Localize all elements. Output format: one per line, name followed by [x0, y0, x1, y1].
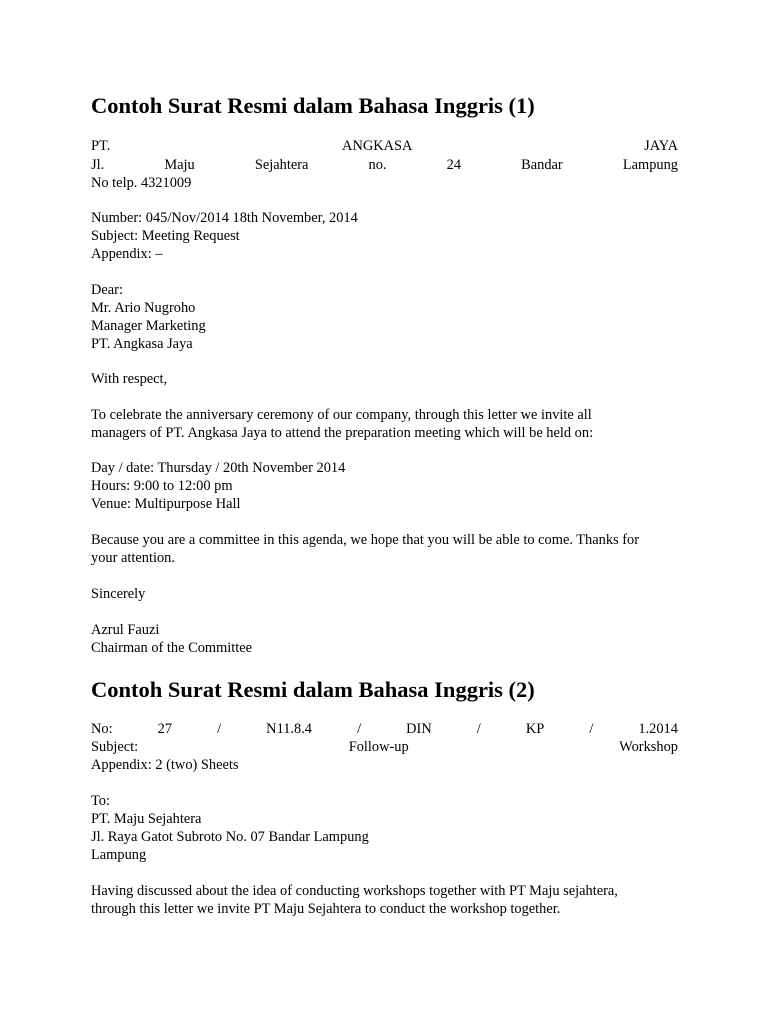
letter2-recipient-company: PT. Maju Sejahtera — [91, 811, 202, 827]
number-part: 27 — [157, 721, 173, 737]
letter1-recipient-company: PT. Angkasa Jaya — [91, 336, 193, 352]
address-word: Jl. — [91, 157, 105, 173]
number-part: / — [589, 721, 594, 737]
number-part: DIN — [406, 721, 432, 737]
company-word: ANGKASA — [342, 138, 413, 154]
address-word: Lampung — [622, 157, 678, 173]
subject-word: Follow-up — [348, 739, 409, 755]
letter1-recipient-name: Mr. Ario Nugroho — [91, 300, 196, 316]
letter1-recipient-title: Manager Marketing — [91, 318, 206, 334]
letter1-body1-line1: To celebrate the anniversary ceremony of our company, through this letter we invite all — [91, 407, 592, 423]
address-word: Sejahtera — [254, 157, 309, 173]
company-word: PT. — [91, 138, 111, 154]
letter2-subject-line — [91, 738, 678, 756]
number-part: No: — [91, 721, 113, 737]
address-word: Bandar — [521, 157, 563, 173]
letter2-appendix: Appendix: 2 (two) Sheets — [91, 757, 239, 773]
letter1-body2-line1: Because you are a committee in this agenda, we hope that you will be able to come. Thanks for — [91, 532, 640, 548]
number-part: / — [217, 721, 222, 737]
letter1-heading: Contoh Surat Resmi dalam Bahasa Inggris (1) — [91, 93, 535, 118]
letter2-body1-line2: through this letter we invite PT Maju Sejahtera to conduct the workshop together. — [91, 901, 561, 917]
letter1-greeting: With respect, — [91, 371, 168, 387]
number-part: KP — [525, 721, 545, 737]
letter2-number-line — [91, 720, 678, 738]
letter1-body1-line2: managers of PT. Angkasa Jaya to attend the preparation meeting which will be held on: — [91, 425, 594, 441]
letter1-appendix: Appendix: – — [91, 246, 163, 262]
letter1-company-line — [91, 137, 678, 155]
number-part: / — [476, 721, 481, 737]
letter2-to: To: — [91, 793, 110, 809]
address-word: 24 — [446, 157, 462, 173]
company-word: JAYA — [644, 138, 678, 154]
letter2-recipient-city: Lampung — [91, 847, 147, 863]
subject-word: Workshop — [619, 739, 678, 755]
letter2-heading: Contoh Surat Resmi dalam Bahasa Inggris (2) — [91, 677, 535, 702]
letter1-dear: Dear: — [91, 282, 123, 298]
letter1-subject: Subject: Meeting Request — [91, 228, 240, 244]
address-word: Maju — [164, 157, 195, 173]
letter1-signer-title: Chairman of the Committee — [91, 640, 253, 656]
letter1-signer-name: Azrul Fauzi — [91, 622, 160, 638]
address-word: no. — [368, 157, 387, 173]
letter1-number: Number: 045/Nov/2014 18th November, 2014 — [91, 210, 358, 226]
letter1-hours: Hours: 9:00 to 12:00 pm — [91, 478, 233, 494]
letter1-address-line — [91, 156, 678, 174]
number-part: / — [357, 721, 362, 737]
letter1-day-date: Day / date: Thursday / 20th November 2014 — [91, 460, 346, 476]
letter2-recipient-address: Jl. Raya Gatot Subroto No. 07 Bandar Lampung — [91, 829, 369, 845]
letter2-body1-line1: Having discussed about the idea of conducting workshops together with PT Maju sejahtera, — [91, 883, 618, 899]
subject-word: Subject: — [91, 739, 139, 755]
number-part: 1.2014 — [638, 721, 678, 737]
letter1-closing: Sincerely — [91, 586, 146, 602]
letter1-phone: No telp. 4321009 — [91, 175, 192, 191]
number-part: N11.8.4 — [266, 721, 313, 737]
letter1-venue: Venue: Multipurpose Hall — [91, 496, 241, 512]
letter1-body2-line2: your attention. — [91, 550, 175, 566]
